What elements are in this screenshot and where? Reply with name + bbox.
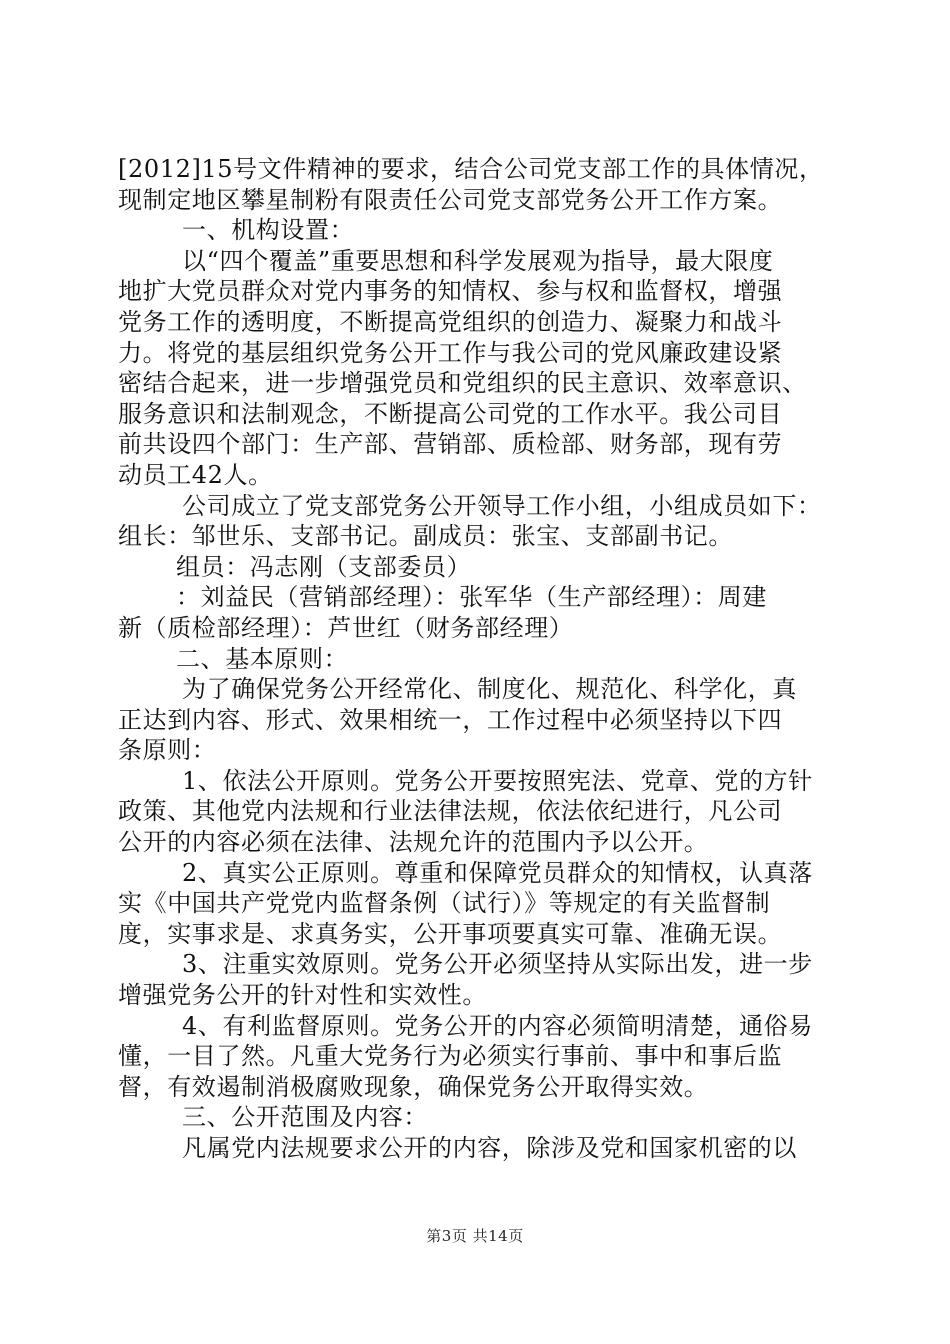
text-line: 党务工作的透明度，不断提高党组织的创造力、凝聚力和战斗 [118, 307, 783, 336]
text-line: 3、注重实效原则。党务公开必须坚持从实际出发，进一步 [182, 950, 813, 979]
text-line: 2、真实公正原则。尊重和保障党员群众的知情权，认真落 [182, 858, 813, 887]
text-line: 组长：邹世乐、支部书记。副成员：张宝、支部副书记。 [118, 522, 733, 551]
text-line: 为了确保党务公开经常化、制度化、规范化、科学化，真 [182, 675, 797, 704]
text-line: 懂，一目了然。凡重大党务行为必须实行事前、事中和事后监 [118, 1042, 783, 1071]
text-line: 条原则： [118, 736, 217, 765]
text-line: 地扩大党员群众对党内事务的知情权、参与权和监督权，增强 [118, 277, 783, 306]
text-line: 正达到内容、形式、效果相统一，工作过程中必须坚持以下四 [118, 705, 783, 734]
text-line: 密结合起来，进一步增强党员和党组织的民主意识、效率意识、 [118, 369, 807, 398]
text-line: 1、依法公开原则。党务公开要按照宪法、党章、党的方针 [182, 766, 813, 795]
text-line: 政策、其他党内法规和行业法律法规，依法依纪进行，凡公司 [118, 797, 783, 826]
text-line: 力。将党的基层组织党务公开工作与我公司的党风廉政建设紧 [118, 338, 783, 367]
text-line: 公司成立了党支部党务公开领导工作小组，小组成员如下： [182, 491, 822, 520]
text-line: ：刘益民（营销部经理）：张军华（生产部经理）：周建 [176, 583, 767, 612]
text-line: 现制定地区攀星制粉有限责任公司党支部党务公开工作方案。 [118, 185, 783, 214]
text-line: 增强党务公开的针对性和实效性。 [118, 981, 487, 1010]
text-line: 公开的内容必须在法律、法规允许的范围内予以公开。 [118, 828, 709, 857]
text-line: 动员工42人。 [118, 460, 273, 489]
section-heading: 一、机构设置： [182, 216, 355, 245]
text-line: 实《中国共产党党内监督条例（试行）》等规定的有关监督制 [118, 889, 771, 918]
text-line: [2012]15号文件精神的要求，结合公司党支部工作的具体情况， [118, 155, 824, 183]
text-line: 服务意识和法制观念，不断提高公司党的工作水平。我公司目 [118, 399, 783, 428]
document-body [118, 154, 838, 1164]
page-number-footer: 第3页 共14页 [426, 1227, 524, 1245]
text-line: 凡属党内法规要求公开的内容，除涉及党和国家机密的以 [182, 1134, 797, 1162]
text-line: 度，实事求是、求真务实，公开事项要真实可靠、准确无误。 [118, 919, 783, 948]
text-line: 督，有效遏制消极腐败现象，确保党务公开取得实效。 [118, 1072, 709, 1101]
section-heading: 二、基本原则： [176, 644, 349, 673]
text-line: 以“四个覆盖”重要思想和科学发展观为指导，最大限度 [182, 246, 774, 275]
text-line: 新（质检部经理）：芦世红（财务部经理） [118, 613, 574, 642]
section-heading: 三、公开范围及内容： [182, 1103, 428, 1132]
text-line: 组员：冯志刚（支部委员） [176, 552, 472, 581]
text-line: 4、有利监督原则。党务公开的内容必须简明清楚，通俗易 [182, 1011, 813, 1040]
text-line: 前共设四个部门：生产部、营销部、质检部、财务部，现有劳 [118, 430, 783, 459]
